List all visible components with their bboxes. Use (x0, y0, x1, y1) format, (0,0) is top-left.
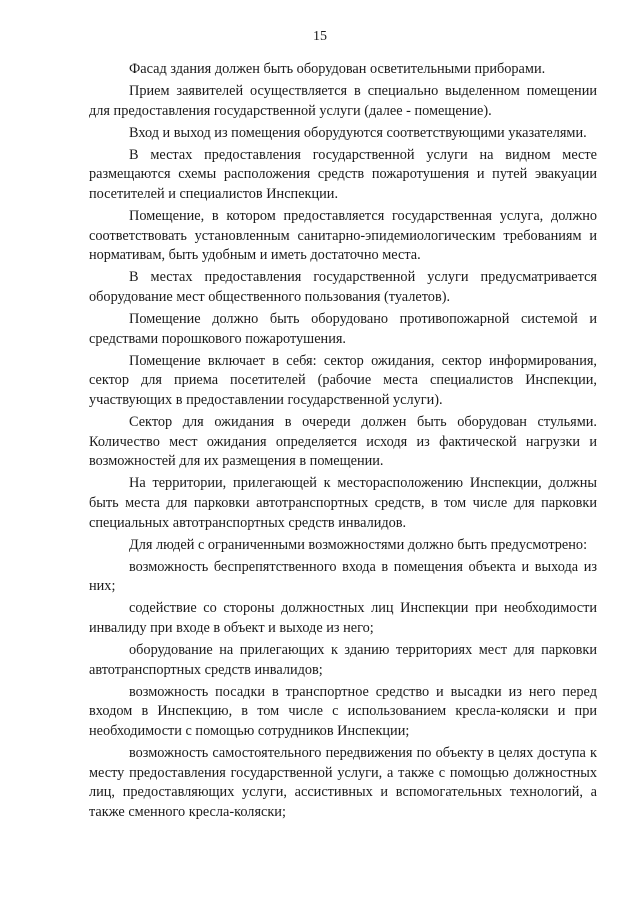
list-item-vehicle-boarding: возможность посадки в транспортное средство и высадки из него перед входом в Инспекцию, в том числе с использованием кресла-коляски и при необходимости с помощью сотрудников Инспекции; (89, 683, 597, 739)
list-item-free-access: возможность беспрепятственного входа в помещения объекта и выхода из них; (89, 558, 597, 595)
paragraph-facade-lighting: Фасад здания должен быть оборудован осветительными приборами. (129, 61, 546, 77)
list-item-disabled-parking: оборудование на прилегающих к зданию территориях мест для парковки автотранспортных средств инвалидов; (89, 642, 597, 678)
paragraph-evacuation-schemes: В местах предоставления государственной услуги на видном месте размещаются схемы расположения средств пожаротушения и путей эвакуации посетителей и специалистов Инспекции. (89, 146, 597, 203)
paragraph-sanitary-requirements: Помещение, в котором предоставляется государственная услуга, должно соответствовать установленным санитарно-эпидемиологическим требованиям и нормативам, быть удобным и иметь достаточно места. (89, 208, 597, 264)
paragraph-entrance-signs: Вход и выход из помещения оборудуются соответствующими указателями. (129, 124, 587, 141)
paragraph-reception-room: Прием заявителей осуществляется в специально выделенном помещении для предоставления государственной услуги (далее - помещение). (89, 83, 597, 119)
paragraph-parking: На территории, прилегающей к месторасположению Инспекции, должны быть места для парковки автотранспортных средств, в том числе для парковки специальных автотранспортных средств инвалидов. (89, 475, 597, 531)
document-body (89, 60, 597, 825)
paragraph-waiting-sector: Сектор для ожидания в очереди должен быть оборудован стульями. Количество мест ожидания определяется исходя из фактической нагрузки и возможностей для их размещения в помещении. (89, 414, 597, 470)
page-number: 15 (313, 29, 327, 44)
paragraph-fire-system: Помещение должно быть оборудовано противопожарной системой и средствами порошкового пожаротушения. (89, 311, 597, 347)
list-item-staff-assistance: содействие со стороны должностных лиц Инспекции при необходимости инвалиду при входе в объект и выходе из него; (89, 600, 597, 637)
paragraph-room-sectors: Помещение включает в себя: сектор ожидания, сектор информирования, сектор для приема посетителей (рабочие места специалистов Инспекции, участвующих в предоставлении государственной услуги). (89, 352, 597, 408)
paragraph-public-toilets: В местах предоставления государственной услуги предусматривается оборудование мест общественного пользования (туалетов). (89, 269, 597, 306)
list-item-independent-movement: возможность самостоятельного передвижения по объекту в целях доступа к месту предоставления государственной услуги, а также с помощью должностных лиц, предоставляющих услуги, ассистивных и вспомогательных технологий, а также сменного кресла-коляски; (89, 745, 597, 820)
paragraph-disability-intro: Для людей с ограниченными возможностями должно быть предусмотрено: (129, 536, 588, 553)
